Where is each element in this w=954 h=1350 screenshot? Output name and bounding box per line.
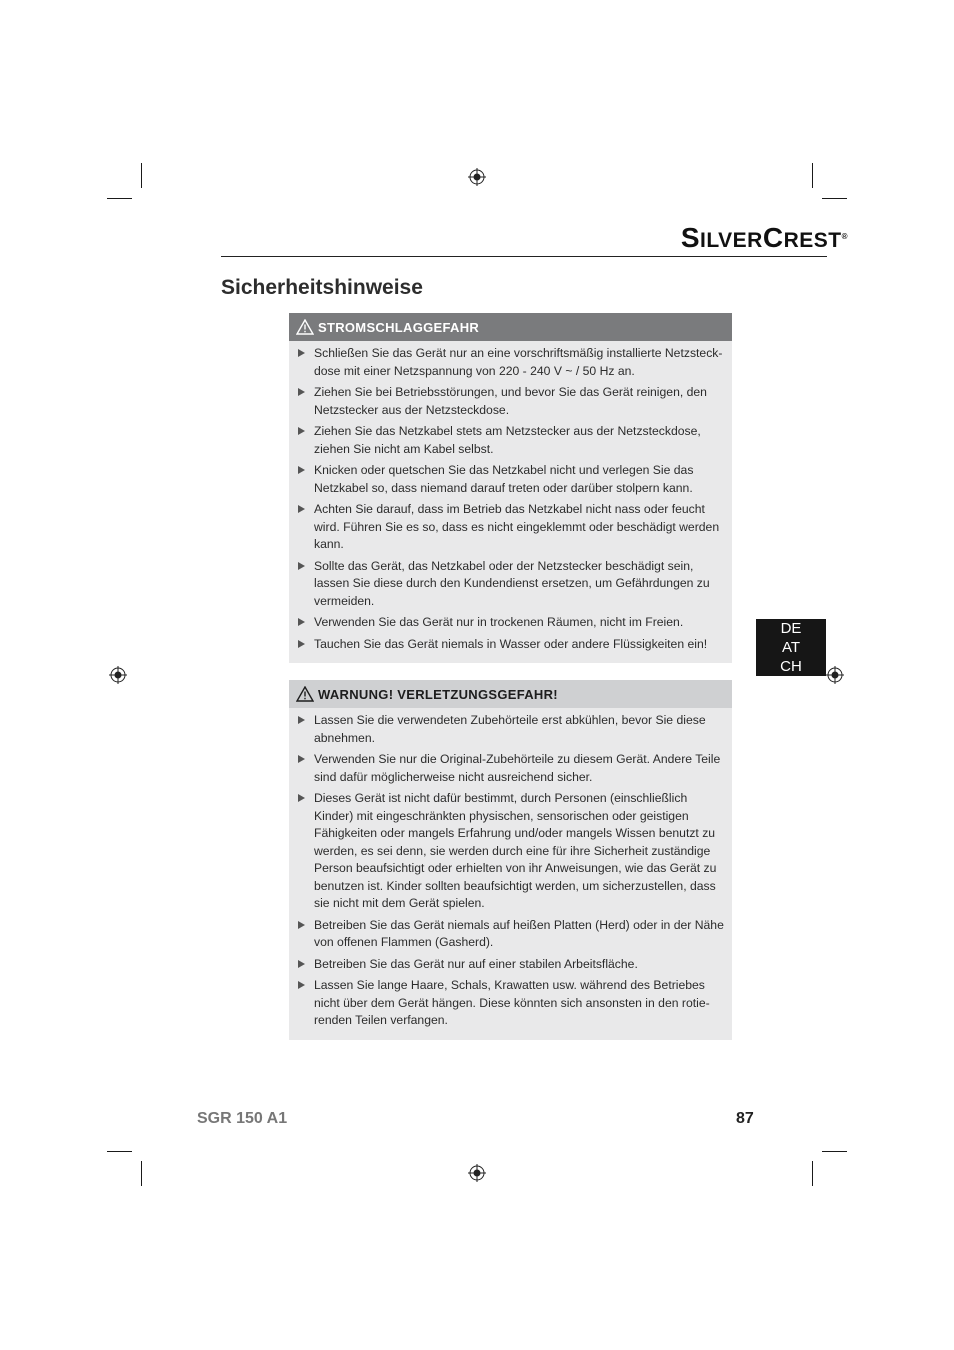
arrow-bullet-icon [298, 981, 305, 989]
arrow-bullet-icon [298, 388, 305, 396]
crop-mark [107, 1151, 132, 1152]
warning-triangle-icon [296, 319, 314, 335]
warning-triangle-icon [296, 686, 314, 702]
arrow-bullet-icon [298, 618, 305, 626]
page-number: 87 [736, 1110, 754, 1127]
registration-mark-icon [468, 1164, 486, 1182]
warning-box-injury [289, 680, 732, 1040]
arrow-bullet-icon [298, 466, 305, 474]
crop-mark [812, 1161, 813, 1186]
registration-mark-icon [109, 666, 127, 684]
crop-mark [812, 163, 813, 188]
arrow-bullet-icon [298, 427, 305, 435]
crop-mark [141, 1161, 142, 1186]
arrow-bullet-icon [298, 716, 305, 724]
arrow-bullet-icon [298, 349, 305, 357]
warning-list [289, 708, 732, 1040]
arrow-bullet-icon [298, 505, 305, 513]
footer-model-number: SGR 150 A1 [197, 1110, 288, 1127]
registration-mark-icon [468, 168, 486, 186]
list-item: Ziehen Sie bei Betriebsstörungen, und bevor Sie das Gerät reinigen, den Netzstecker aus der Netzsteckdose. [296, 384, 724, 419]
arrow-bullet-icon [298, 640, 305, 648]
warning-list [289, 341, 732, 663]
arrow-bullet-icon [298, 960, 305, 968]
crop-mark [822, 198, 847, 199]
list-item: Ziehen Sie das Netzkabel stets am Netzstecker aus der Netzsteckdose, ziehen Sie nicht am Kabel selbst. [296, 423, 724, 458]
list-item: Tauchen Sie das Gerät niemals in Wasser oder andere Flüssigkeiten ein! [296, 636, 724, 654]
warning-header [289, 680, 732, 708]
header-rule [221, 256, 827, 257]
list-item: Knicken oder quetschen Sie das Netzkabel nicht und verlegen Sie das Netzkabel so, dass niemand darauf treten oder darüber stolpern kann. [296, 462, 724, 497]
list-item: Verwenden Sie das Gerät nur in trockenen Räumen, nicht im Freien. [296, 614, 724, 632]
warning-box-electric-shock [289, 313, 732, 663]
crop-mark [822, 1151, 847, 1152]
arrow-bullet-icon [298, 562, 305, 570]
list-item: Betreiben Sie das Gerät niemals auf heißen Platten (Herd) oder in der Nähe von offenen Flammen (Gasherd). [296, 917, 724, 952]
warning-heading: STROMSCHLAGGEFAHR [318, 319, 480, 335]
list-item: Dieses Gerät ist nicht dafür bestimmt, durch Personen (einschließlich Kinder) mit eingeschränkten physischen, sensorischen oder geistigen Fähigkeiten oder mangels Erfahrung und/oder mangels Wissen benutzt zu werden, es sei denn, sie werden durch eine für ihre Sicherheit zuständige Person beaufsichtigt oder erhielten von ihr Anweisungen, wie das Gerät zu benutzen ist. Kinder sollten beaufsichtigt werden, um sicherzustellen, dass sie nicht mit dem Gerät spielen. [296, 790, 724, 913]
arrow-bullet-icon [298, 755, 305, 763]
brand-logo: SILVERCREST® [680, 222, 848, 253]
warning-header [289, 313, 732, 341]
list-item: Achten Sie darauf, dass im Betrieb das Netzkabel nicht nass oder feucht wird. Führen Sie es so, dass es nicht eingeklemmt oder beschädigt werden kann. [296, 501, 724, 554]
crop-mark [107, 198, 132, 199]
warning-heading: WARNUNG! VERLETZUNGSGEFAHR! [318, 686, 558, 702]
language-code: DE [780, 620, 802, 637]
list-item: Verwenden Sie nur die Original-Zubehörteile zu diesem Gerät. Andere Teile sind dafür möglicherweise nicht ausreichend sicher. [296, 751, 724, 786]
language-code: AT [781, 639, 801, 656]
crop-mark [141, 163, 142, 188]
list-item: Sollte das Gerät, das Netzkabel oder der Netzstecker beschädigt sein, lassen Sie diese durch den Kundendienst ersetzen, um Gefährdungen zu vermeiden. [296, 558, 724, 611]
arrow-bullet-icon [298, 794, 305, 802]
language-code: CH [780, 658, 802, 675]
list-item: Lassen Sie die verwendeten Zubehörteile erst abkühlen, bevor Sie diese abnehmen. [296, 712, 724, 747]
registration-mark-icon [826, 666, 844, 684]
list-item: Betreiben Sie das Gerät nur auf einer stabilen Arbeitsfläche. [296, 956, 724, 974]
language-tab [756, 619, 826, 676]
list-item: Schließen Sie das Gerät nur an eine vorschriftsmäßig installierte Netzsteck-dose mit einer Netzspannung von 220 - 240 V ~ / 50 Hz an. [296, 345, 724, 380]
page-title: Sicherheitshinweise [221, 276, 423, 299]
list-item: Lassen Sie lange Haare, Schals, Krawatten usw. während des Betriebes nicht über dem Gerät hängen. Diese könnten sich ansonsten in den rotie-renden Teilen verfangen. [296, 977, 724, 1030]
arrow-bullet-icon [298, 921, 305, 929]
